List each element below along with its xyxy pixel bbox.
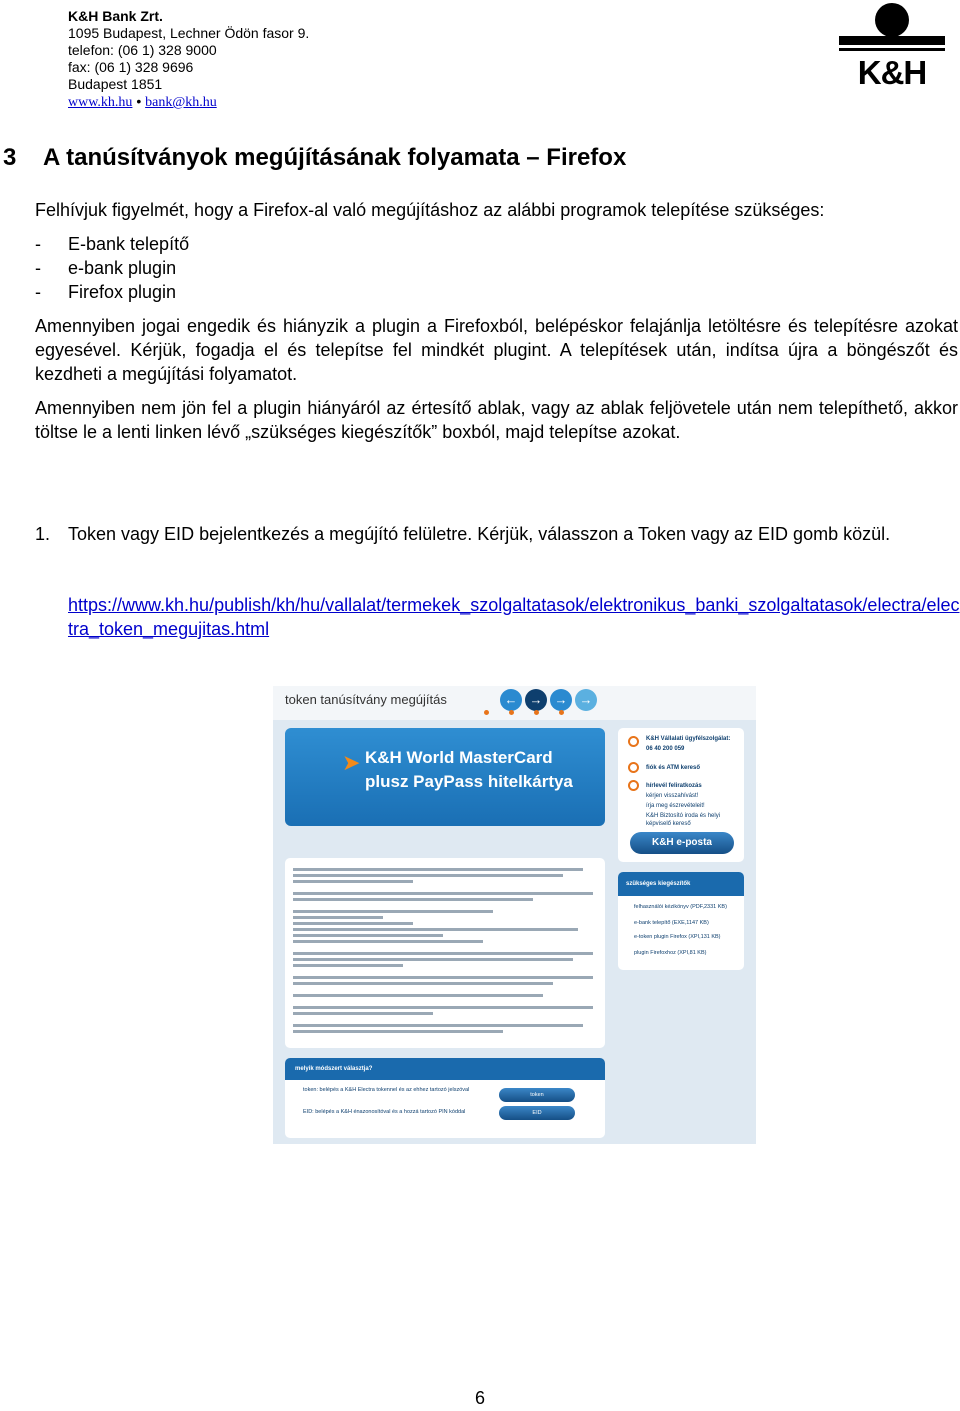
method-choice-title: melyik módszert választja? bbox=[285, 1058, 605, 1080]
section-title: A tanúsítványok megújításának folyamata – Firefox bbox=[43, 144, 627, 171]
step-dot bbox=[559, 710, 564, 715]
method-choice-box bbox=[285, 1058, 605, 1138]
company-address: 1095 Budapest, Lechner Ödön fasor 9. bbox=[68, 25, 310, 41]
service-sidebar bbox=[618, 728, 744, 862]
renewal-page-screenshot bbox=[273, 686, 756, 1144]
newsletter-icon bbox=[628, 780, 639, 791]
service-phone: 06 40 200 059 bbox=[646, 746, 685, 752]
search-icon bbox=[628, 762, 639, 773]
required-program-list bbox=[35, 232, 189, 304]
logo-text: K&H bbox=[857, 54, 927, 88]
circle-arrow-left-icon[interactable]: ← bbox=[500, 689, 522, 711]
banner-line-2: plusz PayPass hitelkártya bbox=[365, 772, 573, 791]
paragraph-plugin-install: Amennyiben jogai engedik és hiányzik a plugin a Firefoxból, belépéskor felajánlja letöltésre és telepítésre azokat egyesével. Kérjük, fogadja el és telepítse fel mindkét plugint. A telepítések után, indítsa újra a böngészőt és kezdheti a megújítási folyamatot. bbox=[35, 316, 958, 384]
screenshot-header bbox=[273, 686, 756, 720]
token-button[interactable]: token bbox=[499, 1088, 575, 1102]
company-phone: telefon: (06 1) 328 9000 bbox=[68, 42, 217, 58]
eid-button[interactable]: EID bbox=[499, 1106, 575, 1120]
circle-arrow-right-icon[interactable]: → bbox=[575, 689, 597, 711]
eid-description: EID: belépés a K&H énazonosítóval és a hozzá tartozó PIN kóddal bbox=[303, 1109, 466, 1115]
intro-paragraph: Felhívjuk figyelmét, hogy a Firefox-al való megújításhoz az alábbi programok telepítése szükséges: bbox=[35, 200, 825, 220]
phone-icon bbox=[628, 736, 639, 747]
company-name: K&H Bank Zrt. bbox=[68, 8, 163, 24]
screenshot-title: token tanúsítvány megújítás bbox=[285, 692, 447, 707]
company-postal: Budapest 1851 bbox=[68, 76, 163, 92]
paragraph-plugin-missing: Amennyiben nem jön fel a plugin hiányáról az értesítő ablak, vagy az ablak feljövetele után nem telepíthető, akkor töltse le a lenti linken lévő „szükséges kiegészítők” boxból, majd telepítse azokat. bbox=[35, 398, 958, 442]
banner-arrow-icon: ➤ bbox=[342, 750, 361, 775]
required-addons-box bbox=[618, 872, 744, 970]
step-text: Token vagy EID bejelentkezés a megújító felületre. Kérjük, válasszon a Token vagy az EID gomb közül. bbox=[68, 524, 891, 544]
token-description: token: belépés a K&H Electra tokennel és az ehhez tartozó jelszóval bbox=[303, 1087, 470, 1093]
list-item: - e-bank plugin bbox=[35, 258, 177, 278]
info-text-box bbox=[285, 858, 605, 1048]
addon-link-manual[interactable]: felhasználói kézikönyv (PDF,2331 KB) bbox=[634, 904, 727, 910]
step-dot bbox=[509, 710, 514, 715]
kh-logo-icon bbox=[836, 2, 948, 88]
branch-finder-link[interactable]: fiók és ATM kereső bbox=[646, 765, 701, 771]
promo-banner[interactable] bbox=[285, 728, 605, 826]
service-title: K&H Vállalati ügyfélszolgálat: bbox=[646, 736, 731, 742]
required-addons-title: szükséges kiegészítők bbox=[618, 872, 744, 896]
circle-arrow-right-icon[interactable]: → bbox=[550, 689, 572, 711]
addon-link-token-plugin[interactable]: e-token plugin Firefox (XPI,131 KB) bbox=[634, 934, 721, 940]
circle-arrow-right-icon[interactable]: → bbox=[525, 689, 547, 711]
letterhead bbox=[68, 8, 309, 111]
renewal-page-link[interactable]: https://www.kh.hu/publish/kh/hu/vallalat/termekek_szolgaltatasok/elektronikus_banki_szolgaltatasok/electra/electra_token_megujitas.html bbox=[68, 595, 960, 639]
list-item: - Firefox plugin bbox=[35, 282, 177, 302]
addon-link-installer[interactable]: e-bank telepítő (EXE,1147 KB) bbox=[634, 920, 709, 926]
contact-separator: • bbox=[136, 93, 142, 109]
banner-line-1: K&H World MasterCard bbox=[365, 748, 553, 767]
insurance-link[interactable]: K&H Biztosító iroda és helyi képviselő kereső bbox=[646, 813, 721, 827]
website-link[interactable]: www.kh.hu bbox=[68, 95, 133, 110]
step-dot bbox=[534, 710, 539, 715]
section-heading bbox=[0, 144, 626, 172]
callback-link[interactable]: kérjen visszahívást! bbox=[646, 793, 699, 799]
list-item: - E-bank telepítő bbox=[35, 234, 190, 254]
page-number: 6 bbox=[474, 1388, 485, 1408]
email-link[interactable]: bank@kh.hu bbox=[145, 95, 217, 110]
section-number: 3 bbox=[3, 144, 17, 171]
addon-link-firefox-plugin[interactable]: plugin Firefoxhoz (XPI,81 KB) bbox=[634, 950, 707, 956]
feedback-link[interactable]: írja meg észrevételeit! bbox=[646, 803, 705, 809]
company-contacts bbox=[68, 93, 309, 111]
step-number: 1. bbox=[35, 524, 51, 544]
e-posta-button[interactable]: K&H e-posta bbox=[630, 832, 734, 854]
step-dot bbox=[484, 710, 489, 715]
newsletter-link[interactable]: hírlevél feliratkozás bbox=[646, 783, 702, 789]
company-fax: fax: (06 1) 328 9696 bbox=[68, 59, 194, 75]
